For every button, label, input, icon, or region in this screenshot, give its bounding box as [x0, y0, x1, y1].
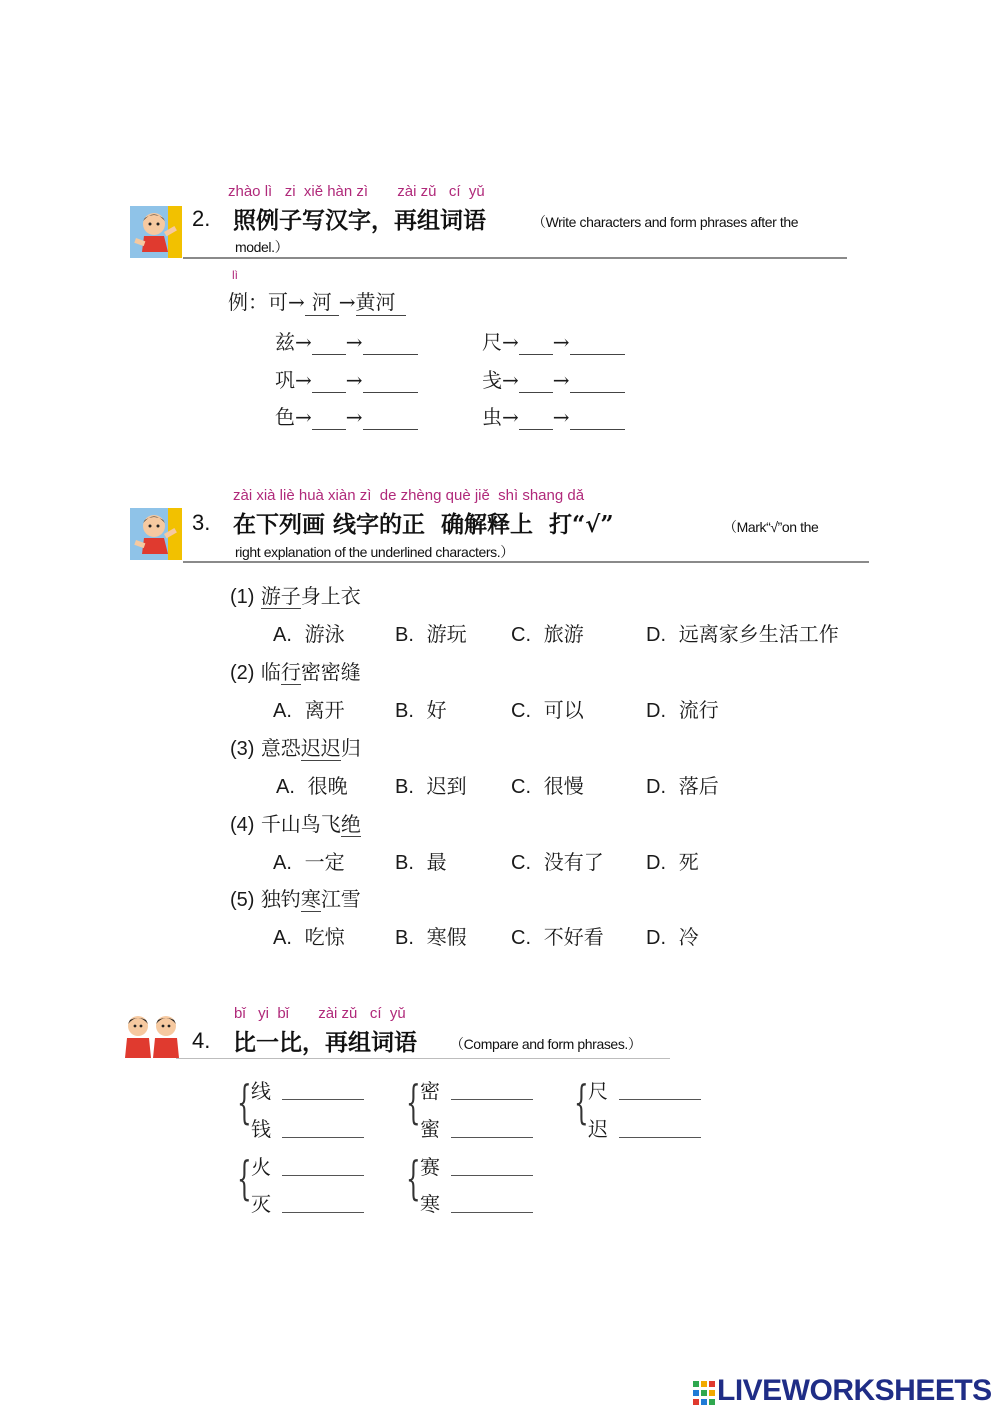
compare-char: 火: [251, 1155, 271, 1179]
section4-divider: [176, 1058, 670, 1059]
brace: {: [237, 1075, 252, 1129]
option-4a[interactable]: A. 一定: [273, 850, 345, 874]
section3-english-line1: （Mark“√”on the: [723, 519, 819, 535]
example-phrase: 黄河: [356, 286, 406, 316]
char-row-1-left: 兹→ →: [275, 326, 418, 355]
answer-blank[interactable]: [282, 1099, 364, 1100]
section2-number: 2.: [192, 206, 211, 231]
option-2d[interactable]: D. 流行: [646, 698, 719, 722]
section2-english-line1: （Write characters and form phrases after the: [532, 214, 799, 230]
answer-blank[interactable]: [451, 1137, 533, 1138]
compare-char: 赛: [420, 1155, 440, 1179]
blank-char[interactable]: [312, 334, 346, 355]
option-2c[interactable]: C. 可以: [511, 698, 584, 722]
option-2b[interactable]: B. 好: [395, 698, 447, 722]
underlined-word: 绝: [340, 812, 361, 836]
compare-char: 钱: [251, 1117, 271, 1141]
section4-number: 4.: [192, 1028, 211, 1053]
brace: {: [237, 1151, 252, 1205]
option-2a[interactable]: A. 离开: [273, 698, 345, 722]
question-4: (4) 千山鸟飞绝: [230, 812, 361, 836]
option-5a[interactable]: A. 吃惊: [273, 925, 345, 949]
option-5b[interactable]: B. 寒假: [395, 925, 467, 949]
blank-char[interactable]: [519, 334, 553, 355]
brace: {: [574, 1075, 589, 1129]
example-pinyin: lì: [232, 268, 238, 282]
answer-blank[interactable]: [619, 1099, 701, 1100]
option-3d[interactable]: D. 落后: [646, 774, 719, 798]
blank-phrase[interactable]: [570, 334, 625, 355]
brace: {: [406, 1075, 421, 1129]
example-arrow: →: [338, 290, 356, 314]
option-4c[interactable]: C. 没有了: [511, 850, 604, 874]
answer-blank[interactable]: [451, 1175, 533, 1176]
char-row-2-right: 戋→ →: [482, 364, 625, 393]
blank-char[interactable]: [312, 372, 346, 393]
example-char: 河: [305, 286, 339, 316]
blank-phrase[interactable]: [570, 372, 625, 393]
answer-blank[interactable]: [282, 1175, 364, 1176]
example-label: 例：: [228, 290, 268, 314]
option-1d[interactable]: D. 远离家乡生活工作: [646, 622, 839, 646]
compare-char: 迟: [588, 1117, 608, 1141]
option-4d[interactable]: D. 死: [646, 850, 699, 874]
answer-blank[interactable]: [282, 1137, 364, 1138]
answer-blank[interactable]: [282, 1212, 364, 1213]
question-1: (1) 游子身上衣: [230, 584, 361, 608]
example-start: 可→: [268, 290, 305, 314]
liveworksheets-text: LIVEWORKSHEETS: [717, 1374, 992, 1407]
underlined-word: 行: [280, 660, 301, 684]
blank-phrase[interactable]: [570, 409, 625, 430]
section3-pinyin: zài xià liè huà xiàn zì de zhèng què jiě shì shang dǎ: [233, 487, 585, 504]
section4-title: 比一比，再组词语: [233, 1029, 417, 1056]
question-2: (2) 临行密密缝: [230, 660, 361, 684]
answer-blank[interactable]: [619, 1137, 701, 1138]
compare-char: 寒: [420, 1192, 440, 1216]
blank-char[interactable]: [519, 409, 553, 430]
section3-divider: [183, 561, 869, 563]
section4-english: （Compare and form phrases.）: [450, 1036, 642, 1052]
underlined-word: 寒: [300, 887, 321, 911]
compare-char: 密: [420, 1079, 440, 1103]
section3-english-line2: right explanation of the underlined characters.）: [235, 544, 514, 560]
answer-blank[interactable]: [451, 1212, 533, 1213]
section2-english-line2: model.）: [235, 239, 289, 255]
blank-char[interactable]: [312, 409, 346, 430]
liveworksheets-logo[interactable]: [693, 1374, 993, 1408]
blank-phrase[interactable]: [363, 372, 418, 393]
two-children-icon: [122, 1012, 184, 1060]
section3-title: 在下列画 线字的正 确解释上 打“√”: [233, 511, 614, 538]
section2-pinyin: zhào lì zi xiě hàn zì zài zǔ cí yǔ: [228, 183, 485, 200]
char-row-1-right: 尺→ →: [482, 326, 625, 355]
option-5d[interactable]: D. 冷: [646, 925, 699, 949]
option-5c[interactable]: C. 不好看: [511, 925, 604, 949]
underlined-word: 游子: [260, 584, 301, 608]
child-icon: [130, 508, 182, 560]
question-3: (3) 意恐迟迟归: [230, 736, 361, 760]
compare-char: 尺: [588, 1079, 608, 1103]
example-line: [228, 286, 406, 316]
answer-blank[interactable]: [451, 1099, 533, 1100]
option-3a[interactable]: A. 很晚: [276, 774, 348, 798]
char-row-3-left: 色→ →: [275, 401, 418, 430]
blank-char[interactable]: [519, 372, 553, 393]
question-5: (5) 独钓寒江雪: [230, 887, 361, 911]
child-icon: [130, 206, 182, 258]
char-row-3-right: 虫→ →: [482, 401, 625, 430]
section3-number: 3.: [192, 510, 211, 535]
section2-divider: [183, 257, 847, 259]
blank-phrase[interactable]: [363, 334, 418, 355]
option-1b[interactable]: B. 游玩: [395, 622, 467, 646]
blank-phrase[interactable]: [363, 409, 418, 430]
option-3c[interactable]: C. 很慢: [511, 774, 584, 798]
underlined-word: 迟迟: [300, 736, 341, 760]
compare-char: 蜜: [420, 1117, 440, 1141]
compare-char: 灭: [251, 1192, 271, 1216]
option-1a[interactable]: A. 游泳: [273, 622, 345, 646]
section2-title: 照例子写汉字，再组词语: [233, 207, 486, 234]
option-1c[interactable]: C. 旅游: [511, 622, 584, 646]
option-4b[interactable]: B. 最: [395, 850, 447, 874]
liveworksheets-mark-icon: [693, 1381, 715, 1405]
compare-char: 线: [251, 1079, 271, 1103]
char-row-2-left: 巩→ →: [275, 364, 418, 393]
option-3b[interactable]: B. 迟到: [395, 774, 467, 798]
section4-pinyin: bǐ yi bǐ zài zǔ cí yǔ: [234, 1005, 406, 1022]
brace: {: [406, 1151, 421, 1205]
